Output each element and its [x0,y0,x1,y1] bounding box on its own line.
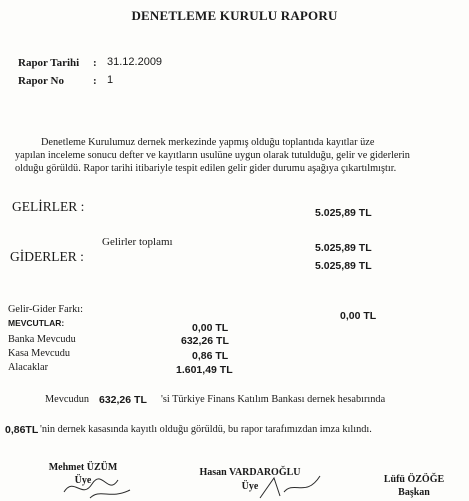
income-total-value: 5.025,89 TL [315,242,372,254]
signature-3-role: Başkan [398,487,430,498]
signature-2-name: Hasan VARDAROĞLU [199,467,301,478]
difference-value: 0,00 TL [340,310,377,322]
expenses-value: 5.025,89 TL [315,260,372,272]
report-date-value: 31.12.2009 [107,56,163,68]
income-value: 5.025,89 TL [315,207,372,219]
closing-line-1-prefix: Mevcudun [45,394,90,405]
report-date-label: Rapor Tarihi [18,57,80,69]
asset-value-receivables: 1.601,49 TL [176,364,233,376]
income-total-label: Gelirler toplamı [102,236,173,248]
closing-line-1-amount: 632,26 TL [99,394,147,406]
report-no-label: Rapor No [18,75,64,87]
signature-1-scribble [60,470,150,501]
income-label: GELİRLER : [12,199,85,214]
report-title: DENETLEME KURULU RAPORU [131,8,338,23]
closing-line-2-amount: 0,86TL [5,424,39,436]
signature-3-name: Lüfü ÖZÖĞE [383,474,445,485]
difference-label: Gelir-Gider Farkı: [8,304,83,315]
asset-value-cash: 0,86 TL [192,350,229,362]
paragraph-line-1: Denetleme Kurulumuz dernek merkezinde yapmış olduğu toplantıda kayıtlar üze [41,137,375,148]
signature-2-role: Üye [241,481,259,492]
closing-line-1-text: 'si Türkiye Finans Katılım Bankası dernek hesabırında [161,394,386,405]
asset-value-bank: 632,26 TL [181,335,229,347]
assets-heading: MEVCUTLAR: [8,318,65,328]
paragraph-line-2: yapılan inceleme sonucu defter ve kayıtların usulüne uygun olarak tutulduğu, gelir ve giderlerin [15,150,410,161]
paragraph-line-3: olduğu görüldü. Rapor tarihi itibariyle tespit edilen gelir gider durumu aşağıya çıkartılmıştır. [15,163,397,174]
signature-1-role: Üye [74,475,92,486]
assets-heading-value: 0,00 TL [192,322,229,334]
asset-label-cash: Kasa Mevcudu [8,348,71,359]
expenses-label: GİDERLER : [10,249,84,264]
asset-label-bank: Banka Mevcudu [8,334,76,345]
report-date-colon: : [93,57,97,69]
closing-line-2-text: 'nin dernek kasasında kayıtlı olduğu görüldü, bu rapor tarafımızdan imza kılındı. [40,424,372,435]
asset-label-receivables: Alacaklar [8,362,49,373]
signature-2-scribble [250,472,340,501]
report-no-value: 1 [107,74,114,86]
report-no-colon: : [93,75,97,87]
signature-1-name: Mehmet ÜZÜM [48,462,118,473]
